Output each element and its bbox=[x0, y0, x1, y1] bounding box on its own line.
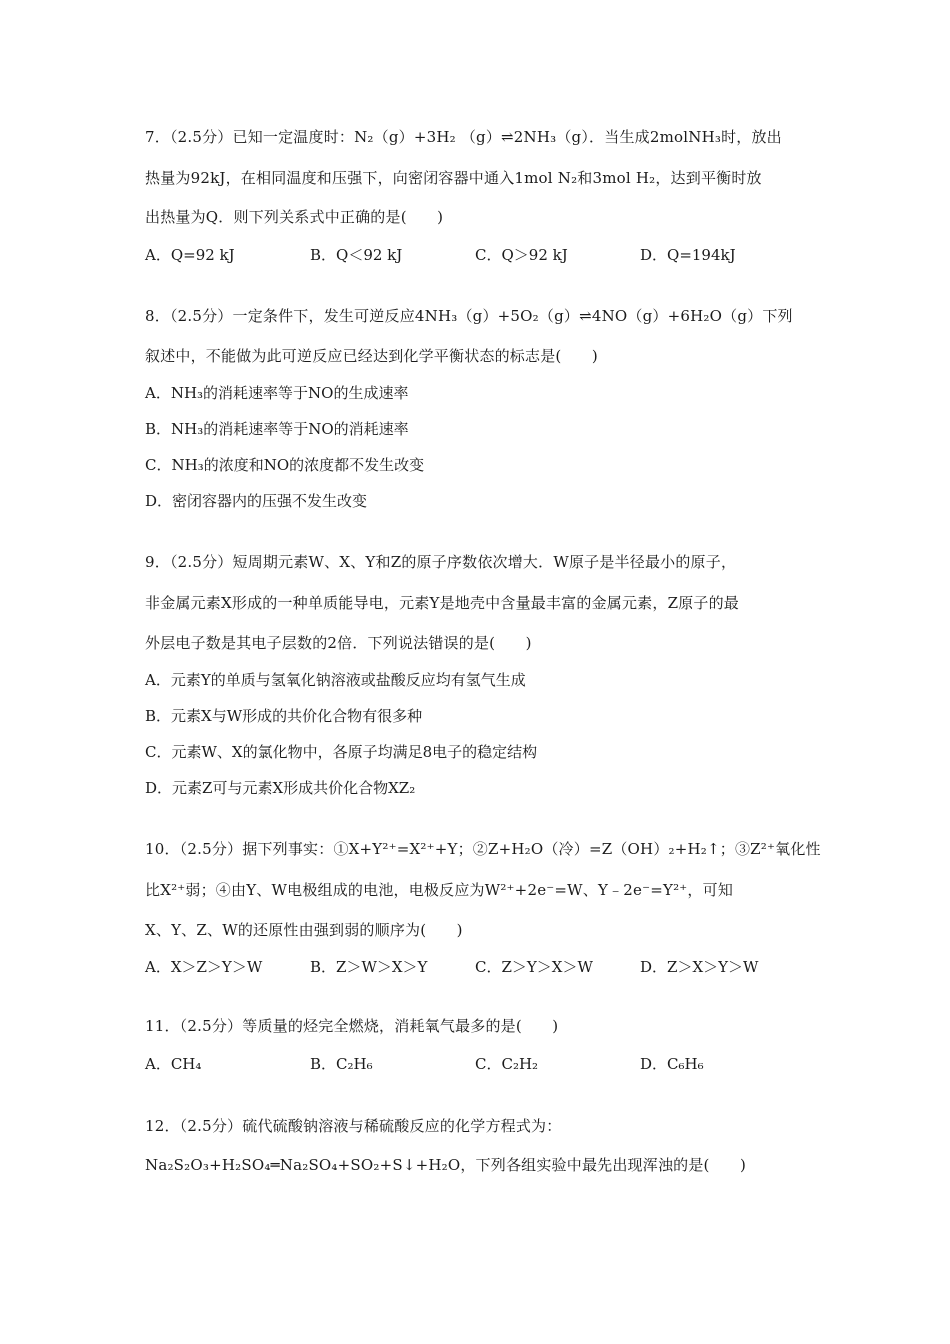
q9-option-a: A．元素Y的单质与氢氧化钠溶液或盐酸反应均有氢气生成 bbox=[145, 671, 526, 689]
q7-line-3: 出热量为Q．则下列关系式中正确的是( ) bbox=[145, 208, 444, 226]
q10-option-a: A．X＞Z＞Y＞W bbox=[145, 958, 263, 976]
q9-option-c: C．元素W、X的氯化物中，各原子均满足8电子的稳定结构 bbox=[145, 743, 538, 761]
q7-option-c: C．Q＞92 kJ bbox=[475, 246, 568, 264]
q10-line-2: 比X²⁺弱；④由Y、W电极组成的电池，电极反应为W²⁺+2e⁻=W、Y﹣2e⁻=Y²⁺，可知 bbox=[145, 881, 734, 899]
q10-option-b: B．Z＞W＞X＞Y bbox=[310, 958, 428, 976]
q11-option-d: D．C₆H₆ bbox=[640, 1055, 704, 1073]
q10-line-3: X、Y、Z、W的还原性由强到弱的顺序为( ) bbox=[145, 921, 463, 939]
q8-line-1: 8．（2.5分）一定条件下，发生可逆反应4NH₃（g）+5O₂（g）⇌4NO（g）+6H₂O（g）下列 bbox=[145, 307, 793, 325]
q8-option-a: A．NH₃的消耗速率等于NO的生成速率 bbox=[145, 384, 409, 402]
q7-option-a: A．Q=92 kJ bbox=[145, 246, 235, 264]
q12-line-1: 12．（2.5分）硫代硫酸钠溶液与稀硫酸反应的化学方程式为： bbox=[145, 1117, 562, 1135]
q10-option-c: C．Z＞Y＞X＞W bbox=[475, 958, 593, 976]
q9-line-2: 非金属元素X形成的一种单质能导电，元素Y是地壳中含量最丰富的金属元素，Z原子的最 bbox=[145, 594, 740, 612]
q8-option-b: B．NH₃的消耗速率等于NO的消耗速率 bbox=[145, 420, 409, 438]
q7-option-d: D．Q=194kJ bbox=[640, 246, 736, 264]
q10-option-d: D．Z＞X＞Y＞W bbox=[640, 958, 759, 976]
q8-line-2: 叙述中，不能做为此可逆反应已经达到化学平衡状态的标志是( ) bbox=[145, 347, 598, 365]
q9-line-1: 9．（2.5分）短周期元素W、X、Y和Z的原子序数依次增大．W原子是半径最小的原子， bbox=[145, 553, 737, 571]
q8-option-d: D．密闭容器内的压强不发生改变 bbox=[145, 492, 368, 510]
q7-line-1: 7．（2.5分）已知一定温度时：N₂（g）+3H₂ （g）⇌2NH₃（g）．当生成2molNH₃时，放出 bbox=[145, 128, 782, 146]
q7-option-b: B．Q＜92 kJ bbox=[310, 246, 403, 264]
q11-option-c: C．C₂H₂ bbox=[475, 1055, 539, 1073]
q8-option-c: C．NH₃的浓度和NO的浓度都不发生改变 bbox=[145, 456, 425, 474]
q11-line-1: 11．（2.5分）等质量的烃完全燃烧，消耗氧气最多的是( ) bbox=[145, 1017, 559, 1035]
q7-line-2: 热量为92kJ，在相同温度和压强下，向密闭容器中通入1mol N₂和3mol H₂，达到平衡时放 bbox=[145, 169, 762, 187]
q10-line-1: 10．（2.5分）据下列事实：①X+Y²⁺=X²⁺+Y；②Z+H₂O（冷）=Z（OH）₂+H₂↑；③Z²⁺氧化性 bbox=[145, 840, 821, 858]
q11-option-a: A．CH₄ bbox=[145, 1055, 202, 1073]
q11-option-b: B．C₂H₆ bbox=[310, 1055, 373, 1073]
q9-option-b: B．元素X与W形成的共价化合物有很多种 bbox=[145, 707, 423, 725]
q12-line-2: Na₂S₂O₃+H₂SO₄═Na₂SO₄+SO₂+S↓+H₂O，下列各组实验中最先出现浑浊的是( ) bbox=[145, 1156, 747, 1174]
q9-option-d: D．元素Z可与元素X形成共价化合物XZ₂ bbox=[145, 779, 416, 797]
q9-line-3: 外层电子数是其电子层数的2倍．下列说法错误的是( ) bbox=[145, 634, 532, 652]
